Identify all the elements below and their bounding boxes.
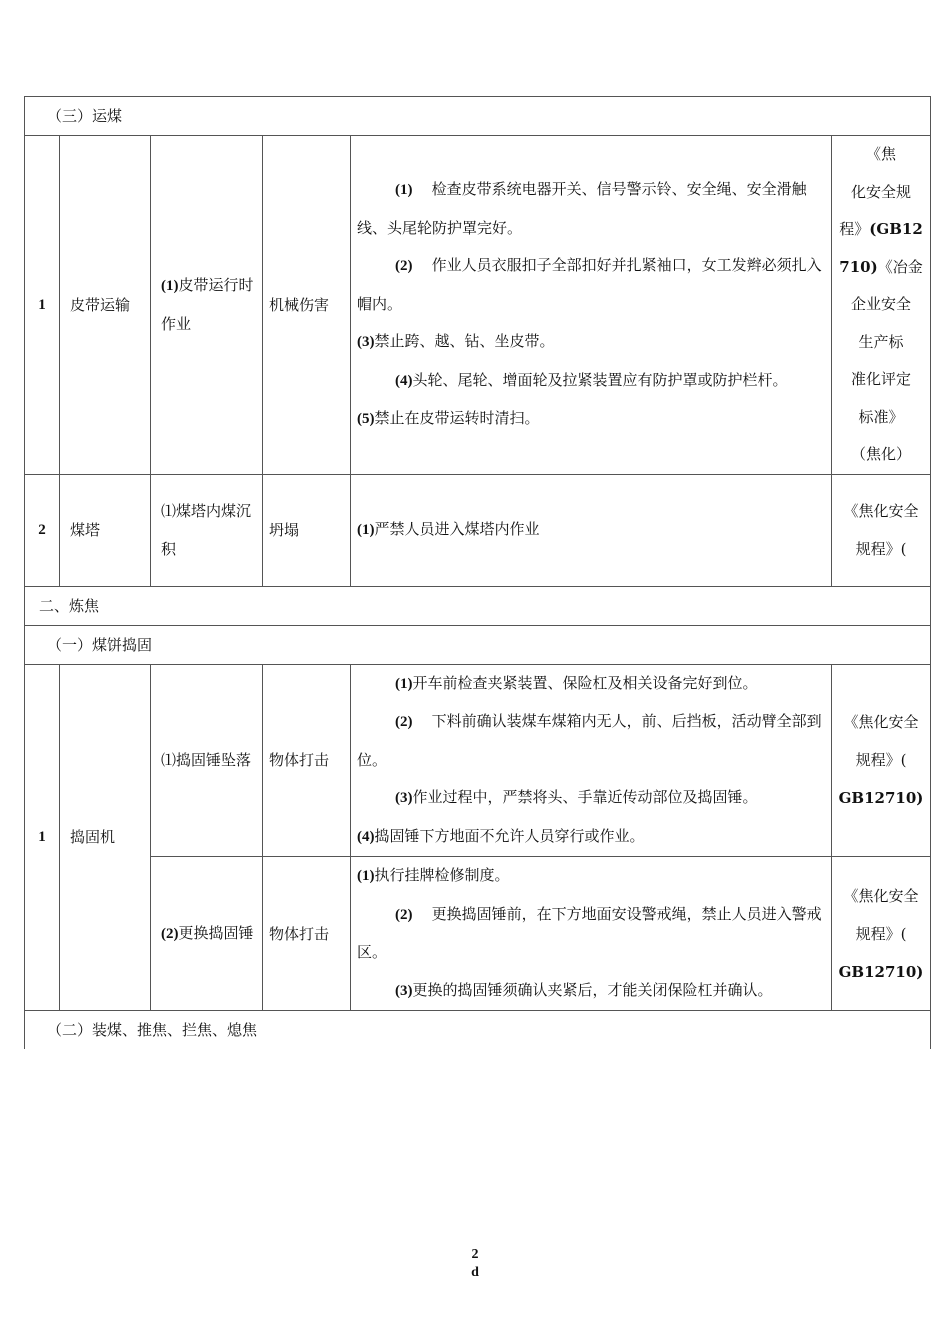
hazard-cell: 物体打击: [263, 664, 351, 857]
document-page: [24, 96, 930, 1049]
page-number: 2 d: [471, 1247, 479, 1280]
measure-item: (1)执行挂牌检修制度。: [357, 866, 510, 884]
reference-cell: 《焦 化安全规 程》(GB12 710)《冶金 企业安全 生产标 准化评定 标准》 （焦化）: [832, 136, 931, 475]
measure-item: (2) 作业人员衣服扣子全部扣好并扎紧袖口，女工发辫必须扎入帽内。: [357, 256, 822, 313]
task-cell: ⑴捣固锤坠落: [151, 664, 263, 857]
section-heading: （二）装煤、推焦、拦焦、熄焦: [25, 1011, 931, 1050]
measures-cell: [351, 664, 832, 857]
measure-item: (1)开车前检查夹紧装置、保险杠及相关设备完好到位。: [395, 673, 758, 692]
table-row: [25, 857, 931, 1011]
hazard-cell: 坍塌: [263, 474, 351, 586]
task-text: 皮带运行时作业: [161, 276, 254, 334]
section-heading: （三）运煤: [25, 97, 931, 136]
measure-item: (1) 检查皮带系统电器开关、信号警示铃、安全绳、安全滑触线、头尾轮防护罩完好。: [357, 180, 807, 237]
section-heading: （一）煤饼捣固: [25, 625, 931, 664]
measure-item: (2) 更换捣固锤前，在下方地面安设警戒绳，禁止人员进入警戒区。: [357, 904, 822, 961]
table-row: [25, 136, 931, 475]
row-number: 2: [25, 474, 60, 586]
hazard-cell: 物体打击: [263, 857, 351, 1011]
task-tag: (1): [161, 278, 179, 295]
task-cell: [151, 136, 263, 475]
measures-cell: [351, 474, 832, 586]
item-cell: 捣固机: [60, 664, 151, 1011]
item-cell: 皮带运输: [60, 136, 151, 475]
measure-item: (1)严禁人员进入煤塔内作业: [357, 519, 540, 538]
task-cell: (2)更换捣固锤: [151, 857, 263, 1011]
measure-item: (5)禁止在皮带运转时清扫。: [357, 409, 540, 427]
measure-item: (3)更换的捣固锤须确认夹紧后，才能关闭保险杠并确认。: [395, 980, 773, 999]
table-row: [25, 474, 931, 586]
measure-item: (3)作业过程中，严禁将头、手靠近传动部位及捣固锤。: [395, 788, 758, 806]
measure-item: (4)头轮、尾轮、增面轮及拉紧装置应有防护罩或防护栏杆。: [395, 370, 788, 389]
measures-cell: [351, 857, 832, 1011]
measure-item: (3)禁止跨、越、钻、坐皮带。: [357, 332, 555, 350]
row-number: 1: [25, 664, 60, 1011]
section-heading: 二、炼焦: [25, 586, 931, 625]
safety-measures-table: [24, 96, 931, 1049]
hazard-cell: 机械伤害: [263, 136, 351, 475]
item-cell: 煤塔: [60, 474, 151, 586]
measure-item: (2) 下料前确认装煤车煤箱内无人，前、后挡板，活动臂全部到位。: [357, 712, 822, 769]
measures-cell: [351, 136, 832, 475]
reference-cell: 《焦化安全 规程》(: [832, 474, 931, 586]
table-row: [25, 664, 931, 857]
reference-cell: 《焦化安全 规程》( GB12710): [832, 857, 931, 1011]
measure-item: (4)捣固锤下方地面不允许人员穿行或作业。: [357, 826, 645, 845]
row-number: 1: [25, 136, 60, 475]
reference-cell: 《焦化安全 规程》( GB12710): [832, 664, 931, 857]
task-cell: ⑴煤塔内煤沉积: [151, 474, 263, 586]
